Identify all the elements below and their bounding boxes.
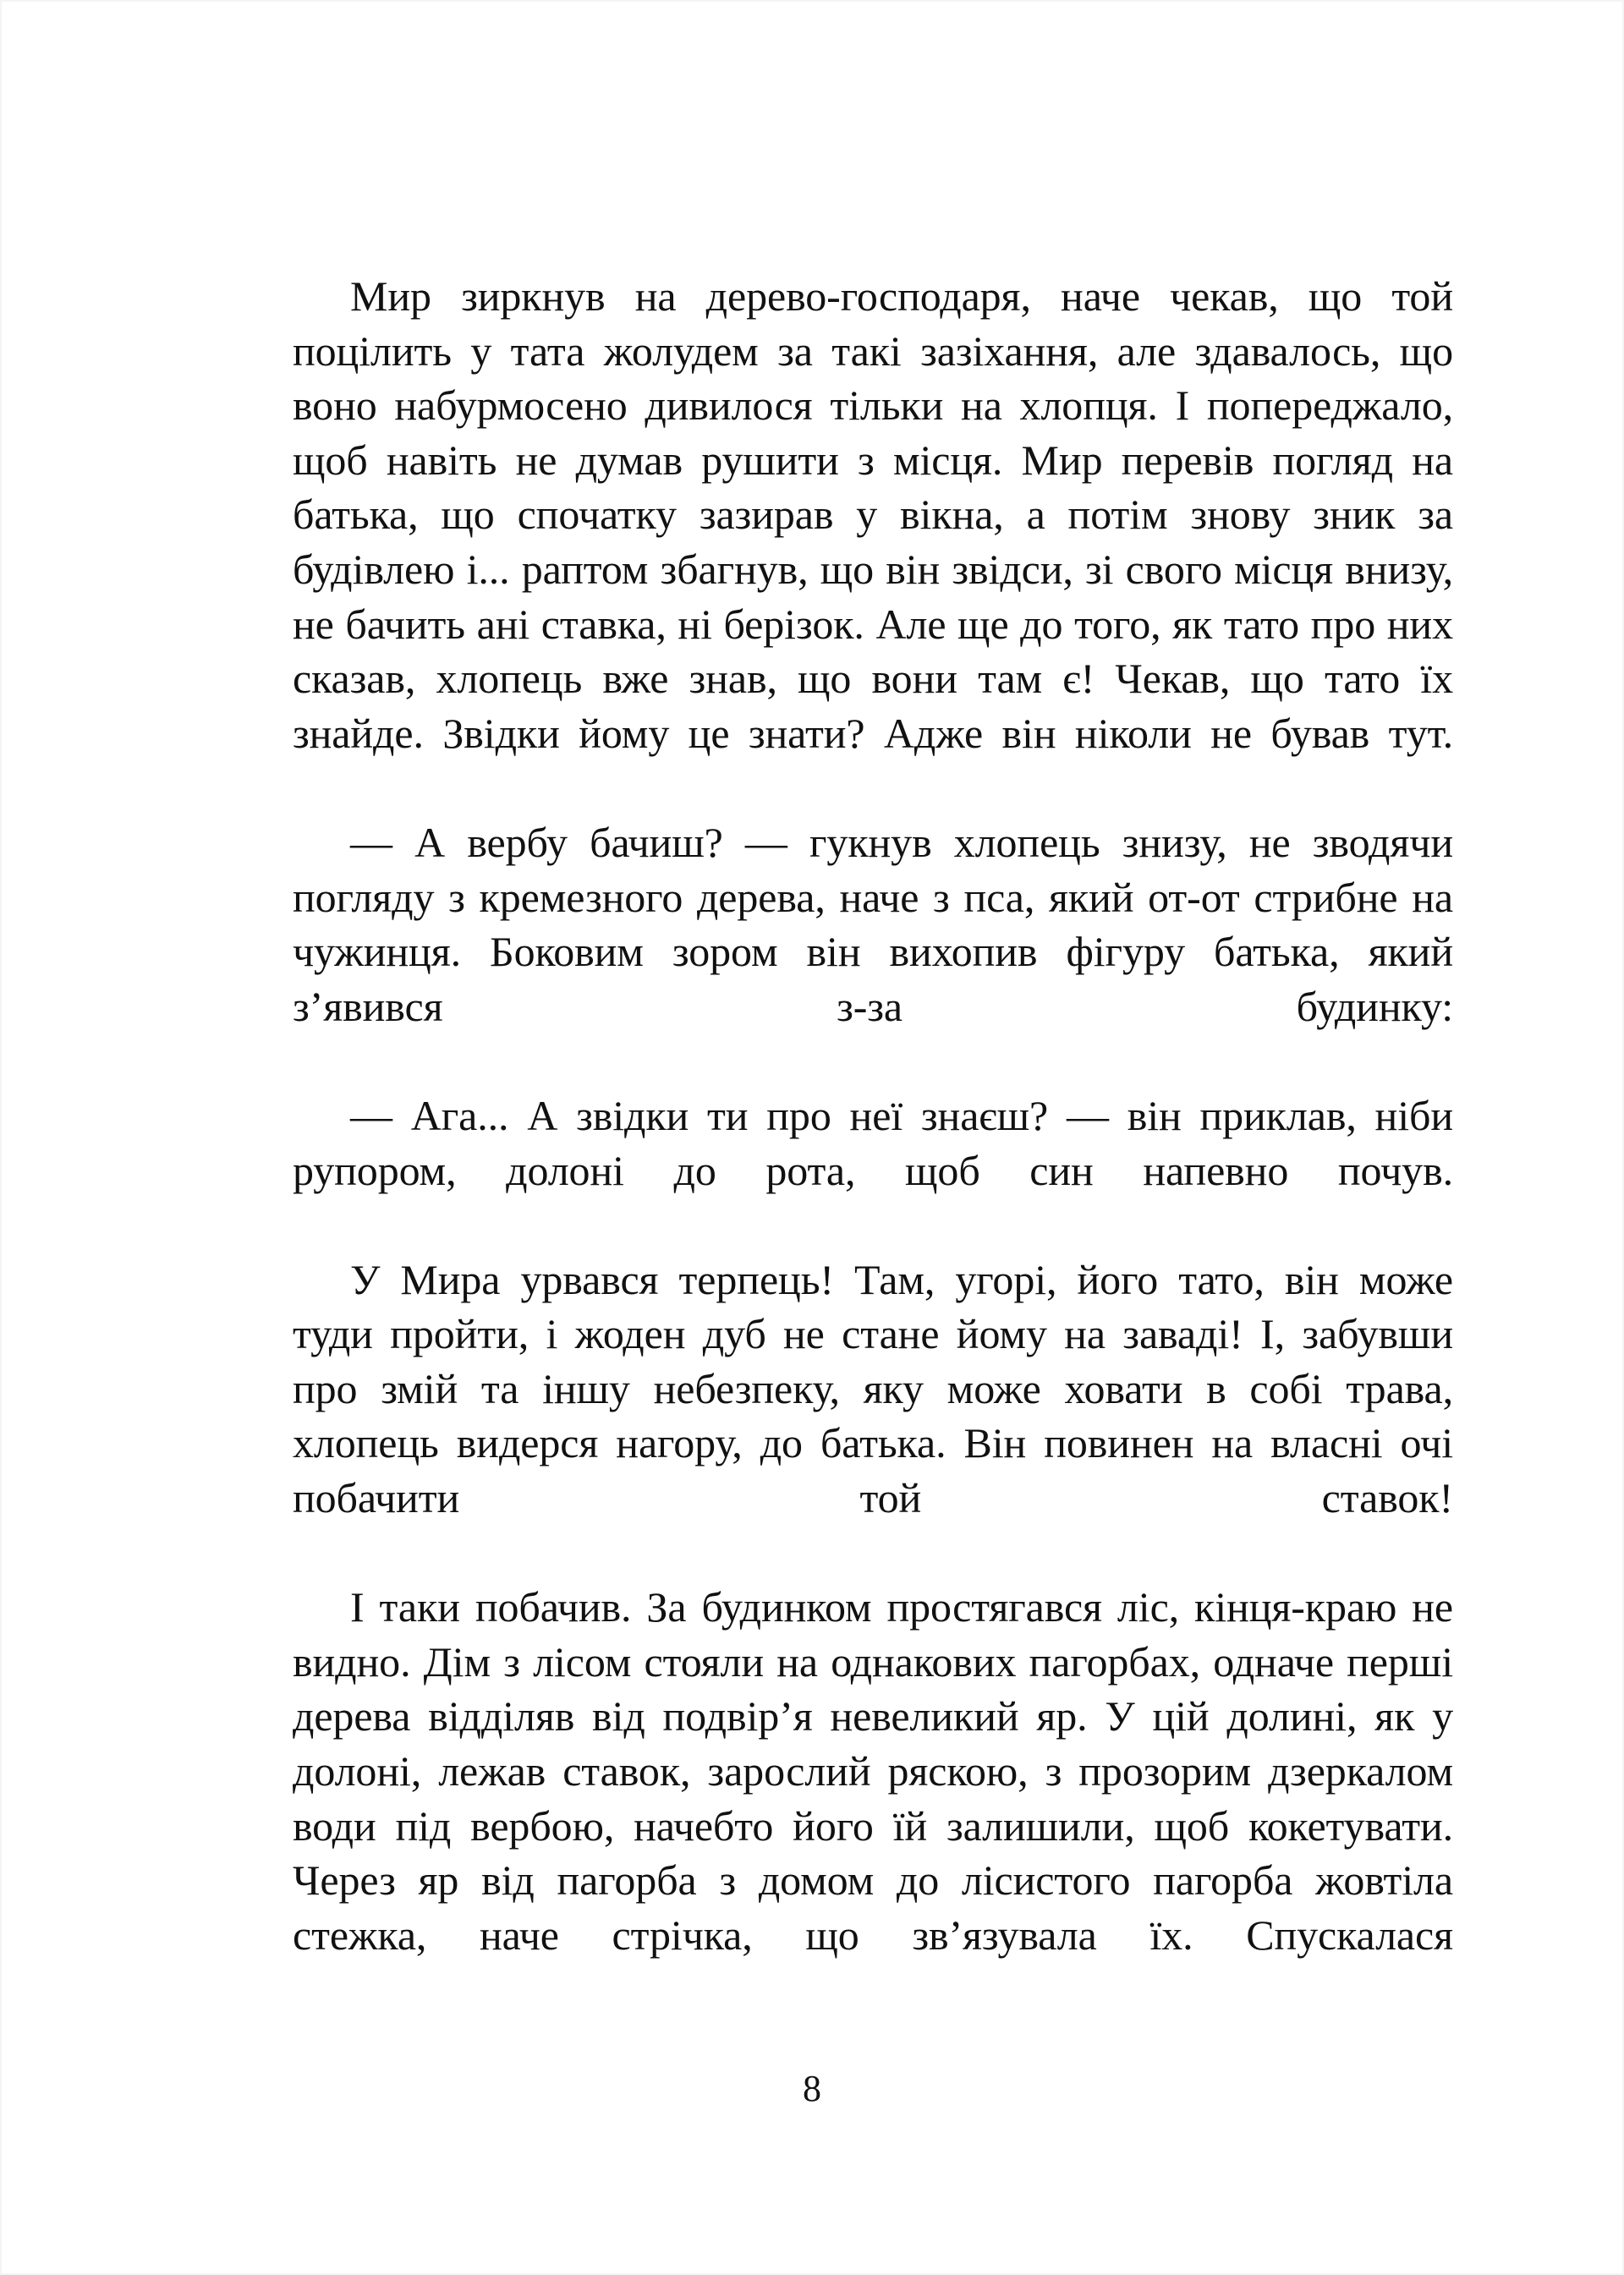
page-text-block [293,269,1453,2017]
paragraph: Мир зиркнув на дерево-господаря, наче чекав, що той поцілить у тата жолудем за такі зазіхання, але здавалось, що воно набурмосено дивилося тільки на хлопця. І попереджало, щоб навіть не думав рушити з місця. Мир перевів погляд на батька, що спочатку зазирав у вікна, а потім знову зник за будівлею і... раптом збагнув, що він звідси, зі свого місця внизу, не бачить ані ставка, ні берізок. Але ще до того, як тато про них сказав, хлопець вже знав, що вони там є! Чекав, що тато їх знайде. Звідки йому це знати? Адже він ніколи не бував тут. [293,272,1453,757]
paragraph: І таки побачив. За будинком простягався ліс, кінця-краю не видно. Дім з лісом стояли на однакових пагорбах, одначе перші дерева відділяв від подвір’я невеликий яр. У цій долині, як у долоні, лежав ставок, зарослий ряскою, з прозорим дзеркалом води під вербою, начебто його їй залишили, щоб кокетувати. Через яр від пагорба з домом до лісистого пагорба жовтіла стежка, наче стрічка, що зв’язувала їх. Спускалася [293,1583,1453,1959]
paragraph: У Мира урвався терпець! Там, угорі, його тато, він може туди пройти, і жоден дуб не стане йому на заваді! І, забувши про змій та іншу небезпеку, яку може ховати в собі трава, хлопець видерся нагору, до батька. Він повинен на власні очі побачити той ставок! [293,1255,1453,1522]
page-number: 8 [803,2068,821,2109]
paragraph: — А вербу бачиш? — гукнув хлопець знизу, не зводячи погляду з кремезного дерева, наче з пса, який от-от стрибне на чужинця. Боковим зором він вихопив фігуру батька, який з’явився з-за будинку: [293,818,1453,1030]
paragraph: — Ага... А звідки ти про неї знаєш? — він приклав, ніби рупором, долоні до рота, щоб син напевно почув. [293,1091,1453,1194]
